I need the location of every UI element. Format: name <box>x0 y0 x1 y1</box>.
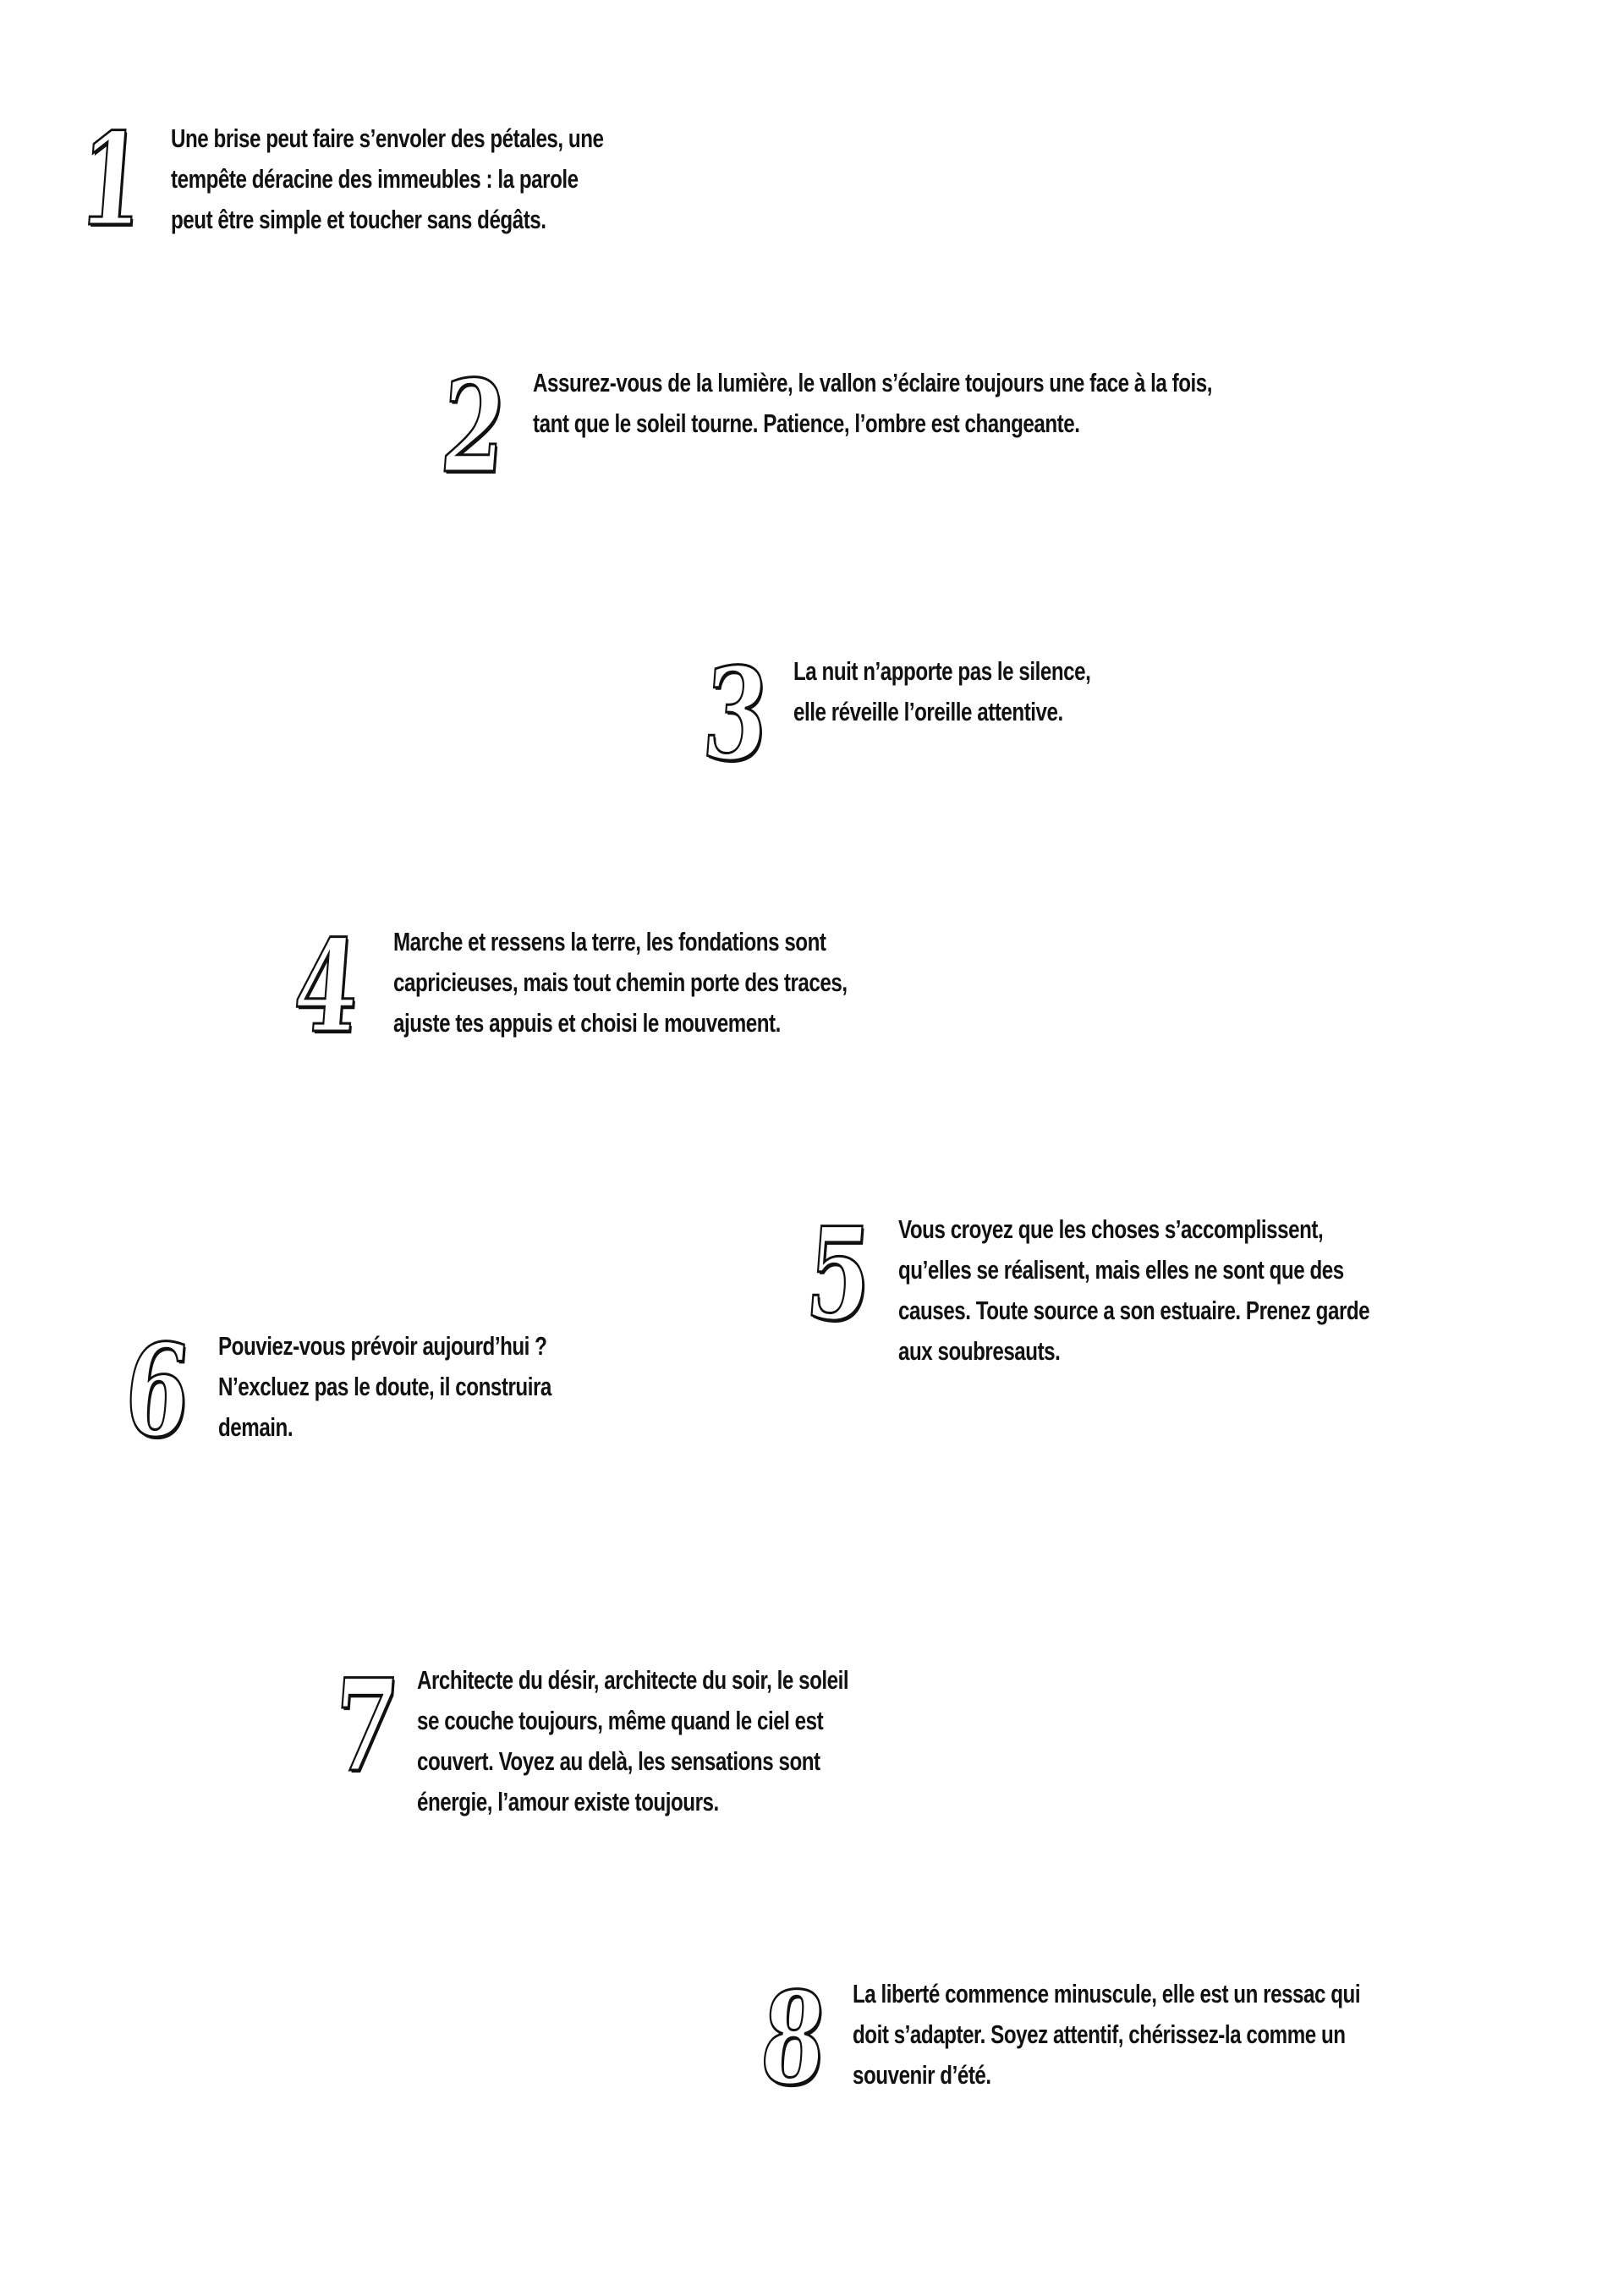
numeral-3: 3 <box>698 640 774 789</box>
entry-5-line-3: causes. Toute source a son estuaire. Prenez garde <box>898 1296 1370 1325</box>
entry-4-text <box>393 922 848 1044</box>
entry-7-line-1: Architecte du désir, architecte du soir, le soleil <box>417 1665 849 1695</box>
entry-5-line-1: Vous croyez que les choses s’accomplissent, <box>898 1214 1324 1244</box>
entry-5-text <box>898 1209 1369 1372</box>
entry-6-line-2: N’excluez pas le doute, il construira <box>218 1372 551 1401</box>
numeral-6: 6 <box>119 1317 195 1466</box>
entry-1-line-3: peut être simple et toucher sans dégâts. <box>171 205 546 234</box>
entry-4-line-1: Marche et ressens la terre, les fondations sont <box>393 927 826 956</box>
numeral-2: 2 <box>436 353 512 501</box>
numeral-5: 5 <box>801 1200 877 1349</box>
entry-7-line-2: se couche toujours, même quand le ciel est <box>417 1706 824 1735</box>
entry-1-line-2: tempête déracine des immeubles : la parole <box>171 164 579 194</box>
entry-6-line-3: demain. <box>218 1412 294 1442</box>
entry-8-text <box>853 1974 1360 2096</box>
entry-2-line-1: Assurez-vous de la lumière, le vallon s’éclaire toujours une face à la fois, <box>533 368 1212 397</box>
entry-5-line-2: qu’elles se réalisent, mais elles ne sont que des <box>898 1255 1344 1285</box>
numeral-4: 4 <box>288 912 365 1061</box>
entry-7-line-3: couvert. Voyez au delà, les sensations sont <box>417 1746 820 1776</box>
entry-4-line-2: capricieuses, mais tout chemin porte des traces, <box>393 967 848 997</box>
entry-8-line-2: doit s’adapter. Soyez attentif, chérissez-la comme un <box>853 2019 1346 2049</box>
entry-3-text <box>793 651 1090 732</box>
numeral-8: 8 <box>755 1964 831 2113</box>
entry-7-line-4: énergie, l’amour existe toujours. <box>417 1787 719 1817</box>
entry-7-text <box>417 1660 848 1822</box>
numeral-7: 7 <box>327 1652 403 1800</box>
entry-8-line-3: souvenir d’été. <box>853 2060 991 2090</box>
entry-4-line-3: ajuste tes appuis et choisi le mouvement. <box>393 1008 781 1038</box>
numeral-1: 1 <box>74 106 150 255</box>
entry-6-text <box>218 1326 551 1448</box>
entry-1-line-1: Une brise peut faire s’envoler des pétales, une <box>171 123 604 153</box>
entry-2-text <box>533 363 1212 444</box>
entry-6-line-1: Pouviez-vous prévoir aujourd’hui ? <box>218 1331 547 1361</box>
entry-3-line-2: elle réveille l’oreille attentive. <box>793 697 1063 726</box>
entry-3-line-1: La nuit n’apporte pas le silence, <box>793 656 1091 686</box>
entry-5-line-4: aux soubresauts. <box>898 1336 1061 1366</box>
entry-8-line-1: La liberté commence minuscule, elle est un ressac qui <box>853 1979 1361 2008</box>
entry-1-text <box>171 118 604 240</box>
entry-2-line-2: tant que le soleil tourne. Patience, l’ombre est changeante. <box>533 408 1080 438</box>
